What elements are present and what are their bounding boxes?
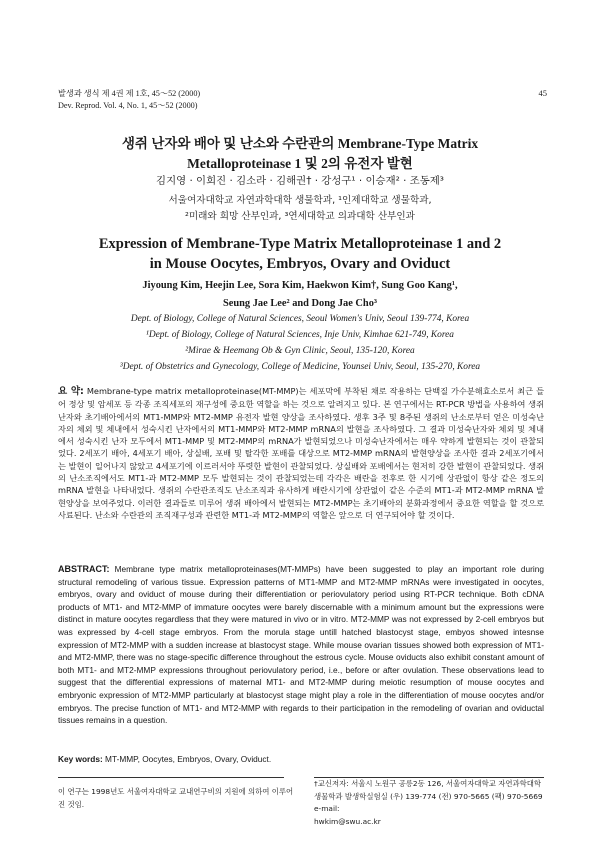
- journal-header: [58, 88, 200, 112]
- english-authors-line1: Jiyoung Kim, Heejin Lee, Sora Kim, Haekwon Kim†, Sung Goo Kang¹,: [142, 280, 458, 291]
- footnote-divider-left: [58, 777, 284, 778]
- correspondence-email[interactable]: hwkim@swu.ac.kr: [314, 816, 381, 826]
- english-authors-line2: Seung Jae Lee² and Dong Jae Cho³: [222, 298, 378, 309]
- korean-title-line1: 생쥐 난자와 배아 및 난소와 수란관의 Membrane-Type Matrix: [121, 136, 479, 151]
- korean-abstract: [58, 385, 544, 521]
- english-affiliation-4: ³Dept. of Obstetrics and Gynecology, College of Medicine, Younsei Univ, Seoul, 135-270, Korea: [119, 362, 481, 372]
- keywords: [58, 754, 544, 764]
- english-abstract-lead: ABSTRACT:: [58, 564, 110, 574]
- korean-title-line2: Metalloproteinase 1 및 2의 유전자 발현: [187, 156, 413, 171]
- korean-abstract-lead: 요 약:: [58, 386, 84, 397]
- correspondence-line1: †교신저자: 서울시 노원구 공릉2동 126, 서울여자대학교 자연과학대학: [314, 779, 542, 788]
- english-title-line2: in Mouse Oocytes, Embryos, Ovary and Oviduct: [149, 256, 451, 272]
- journal-citation-english: Dev. Reprod. Vol. 4, No. 1, 45～52 (2000): [58, 101, 198, 110]
- correspondence-line2: 생물학과 발생학실험실 (우) 139-774 (전) 970-5665 (팩) 970-5669 e-mail:: [314, 791, 543, 813]
- english-affiliation-1: Dept. of Biology, College of Natural Sciences, Seoul Women's Univ, Seoul 139-774, Korea: [130, 314, 470, 324]
- english-abstract-text: Membrane type matrix metalloproteinases(MT-MMPs) have been suggested to play an important role during structural remodeling of various tissue. Expression patterns of MT1-MMP and MT2-MMP mRNAs were investigated in oocytes, embryos, ovary and oviduct of mouse during their differentiation or periovulatory period using RT-PCR technique. Both cDNA products of MT1- and MT2-MMP of immature oocytes were barely discernable with a minimum amount but the expressions were distinct in mature oocytes regardless that they were matured in vivo or in vitro. MT2-MMP was not expressed by 2-cell embryos but was expressed by 4-cell stage embryos. From the morula stage untill hatched blastocyst stage, embyos showed intesnse expression of MT2-MMP with a sudden increase at blastocyst stage. While mouse ovarian tissues showed both expression of MT1- and MT2-MMP, there was no stage-specific difference throughout the estrous cycle. Mouse oviducts also exhibit constant amount of both MT1- and MT2-MMP expressions throughout periovulatory period, i.e., before or after ovulation. These observations lead to suggest that the differential expressions of maternal MT1- and MT2-MMP during meiotic resumption of mouse oocytes and embryonic expression of MT2-MMP particularly at blastocyst stage might play a role in the differentiation of mouse oocytes and/or embryos. The precise function of MT1- and MT2-MMP with regards to their participation in the remodeling of ovarian and oviductal tissues remains in a question.: [58, 564, 544, 726]
- english-affiliation-2: ¹Dept. of Biology, College of Natural Sciences, Inje Univ, Kimhae 621-749, Korea: [146, 330, 454, 340]
- keywords-text: MT-MMP, Oocytes, Embryos, Ovary, Oviduct.: [105, 754, 272, 764]
- english-abstract: [58, 563, 544, 727]
- english-title-line1: Expression of Membrane-Type Matrix Metalloproteinase 1 and 2: [98, 236, 502, 252]
- page-number: 45: [538, 88, 547, 98]
- correspondence-footnote: [314, 778, 546, 828]
- english-affiliation-3: ²Mirae & Heemang Ob & Gyn Clinic, Seoul, 135-120, Korea: [185, 346, 415, 356]
- journal-citation-korean: 발생과 생식 제 4권 제 1호, 45～52 (2000): [58, 89, 201, 98]
- keywords-lead: Key words:: [58, 754, 103, 764]
- korean-affiliation-line1: 서울여자대학교 자연과학대학 생물학과, ¹인제대학교 생물학과,: [168, 195, 432, 206]
- korean-abstract-text: Membrane-type matrix metalloproteinase(MT-MMP)는 세포막에 부착된 채로 작용하는 단백질 가수분해효소로서 최근 들어 정상 및 암세포 등 각종 조직세포의 재구성에 중요한 역할을 하는 것으로 알려지고 있다. 본 연구에서는 RT-PCR 방법을 사용하여 생쥐 난자와 초기배아에서의 MT1-MMP와 MT2-MMP 유전자 발현 양상을 조사하였다. 생후 3주 및 8주된 생쥐의 난소로부터 얻은 미성숙난자의 체외 및 체내에서 성숙시킨 난자에서의 MT1-MMP와 MT2-MMP mRNA의 발현을 조사하였다. 그 결과 미성숙난자와 체외 및 체내에서 성숙시킨 난자 모두에서 MT1-MMP 및 MT2-MMP의 mRNA가 발현되었으나 미성숙난자에서는 매우 약하게 발현되는 것이 관찰되었다. 2세포기 배아, 4세포기 배아, 상실배, 포배 및 탈각한 포배를 대상으로 MT2-MMP mRNA의 발현양상을 조사한 결과 2세포기에서는 발현이 일어나지 않았고 4세포기에 이르러서야 뚜렷한 발현이 관찰되었다. 상실배와 포배에서는 현저히 강한 발현이 관찰되었다. 생쥐의 난소조직에서도 MT1-과 MT2-MMP 모두 발현되는 것이 관찰되었는데 각각은 배란을 전후로 한 시기에 상관없이 항상 같은 정도의 mRNA 발현을 나타내었다. 생쥐의 수란관조직도 난소조직과 유사하게 배란시기에 상관없이 같은 수준의 MT1-과 MT2-MMP mRNA 발현양상을 보여주었다. 이러한 결과들로 미루어 생쥐 배아에서 발현되는 MT2-MMP는 초기배아의 분화과정에서 중요한 역할을 할 것으로 사료된다. 난소와 수란관의 조직재구성과 관련한 MT1-과 MT2-MMP의 역할은 앞으로 더 연구되어야 할 것이다.: [58, 386, 544, 520]
- korean-affiliation-line2: ²미래와 희망 산부인과, ³연세대학교 의과대학 산부인과: [185, 211, 415, 222]
- funding-footnote: 이 연구는 1998년도 서울여자대학교 교내연구비의 지원에 의하여 이루어진 것임.: [58, 787, 294, 809]
- korean-authors: 김지영 · 이희진 · 김소라 · 김해권† · 강성구¹ · 이승재² · 조동제³: [156, 175, 444, 187]
